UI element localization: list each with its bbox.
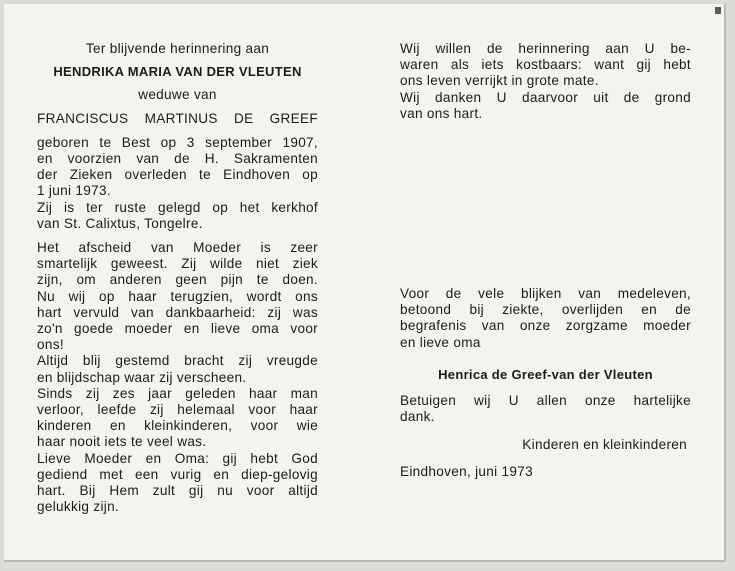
memory-line: ons leven verrijkt in grote mate. bbox=[400, 73, 599, 89]
closing-line: dank. bbox=[400, 409, 435, 425]
text-line: gediend met een vurig en diep-gelovig bbox=[37, 466, 318, 482]
bio-line: 1 juni 1973. bbox=[37, 183, 111, 199]
bio-line: en voorzien van de H. Sakramenten bbox=[37, 151, 318, 167]
thanks-line: Voor de vele blijken van medeleven, bbox=[400, 286, 691, 301]
text-line: gelukkig zijn. bbox=[37, 499, 120, 515]
text-line: hart. Bij Hem zult gij nu voor altijd bbox=[37, 483, 318, 499]
text-line: hart vervuld van dankbaarheid: zij was bbox=[37, 304, 318, 320]
signature-name: Henrica de Greef-van der Vleuten bbox=[438, 366, 653, 382]
text-line: kinderen en kleinkinderen, voor wie bbox=[37, 418, 318, 434]
text-line: zo'n goede moeder en lieve oma voor bbox=[37, 321, 318, 337]
text-line: smartelijk geweest. Zij wilde niet ziek bbox=[37, 256, 318, 272]
text-line: ons! bbox=[37, 337, 64, 353]
place-date: Eindhoven, juni 1973 bbox=[400, 463, 533, 479]
right-column bbox=[400, 41, 691, 479]
bio-line: der Zieken overleden te Eindhoven op bbox=[37, 167, 318, 183]
left-column bbox=[37, 41, 318, 515]
text-line: en blijdschap waar zij verscheen. bbox=[37, 369, 247, 385]
memory-line: Wij willen de herinnering aan U be- bbox=[400, 41, 691, 56]
text-line: Altijd blij gestemd bracht zij vreugde bbox=[37, 353, 318, 369]
relation-line: weduwe van bbox=[138, 87, 217, 103]
thanks-line: en lieve oma bbox=[400, 334, 481, 350]
memory-line: Wij danken U daarvoor uit de grond bbox=[400, 89, 691, 105]
intro-line: Ter blijvende herinnering aan bbox=[85, 41, 270, 56]
text-line: zijn, om anderen geen pijn te doen. bbox=[37, 272, 318, 288]
closing-line: Betuigen wij U allen onze hartelijke bbox=[400, 393, 691, 409]
text-line: Het afscheid van Moeder is zeer bbox=[37, 240, 318, 256]
memory-line: van ons hart. bbox=[400, 105, 483, 121]
bio-line: van St. Calixtus, Tongelre. bbox=[37, 215, 203, 231]
thanks-line: begrafenis van onze zorgzame moeder bbox=[400, 318, 691, 334]
bio-line: Zij is ter ruste gelegd op het kerkhof bbox=[37, 199, 318, 215]
bio-line: geboren te Best op 3 september 1907, bbox=[37, 134, 318, 150]
thanks-block bbox=[400, 286, 691, 480]
memory-text bbox=[400, 41, 691, 122]
memory-line: waren als iets kostbaars: want gij hebt bbox=[400, 57, 691, 73]
tribute-text bbox=[37, 240, 318, 515]
text-line: haar nooit iets te veel was. bbox=[37, 434, 207, 450]
family-signature: Kinderen en kleinkinderen bbox=[522, 437, 687, 453]
bio-block bbox=[37, 135, 318, 232]
spouse-name: FRANCISCUS MARTINUS DE GREEF bbox=[37, 110, 318, 126]
text-line: verloor, leefde zij helemaal voor haar bbox=[37, 402, 318, 418]
text-line: Lieve Moeder en Oma: gij hebt God bbox=[37, 450, 318, 466]
corner-mark bbox=[715, 7, 721, 14]
text-line: Sinds zij zes jaar geleden haar man bbox=[37, 385, 318, 401]
deceased-name: HENDRIKA MARIA VAN DER VLEUTEN bbox=[53, 64, 302, 80]
thanks-line: betoond bij ziekte, overlijden en de bbox=[400, 302, 691, 318]
text-line: Nu wij op haar terugzien, wordt ons bbox=[37, 288, 318, 304]
